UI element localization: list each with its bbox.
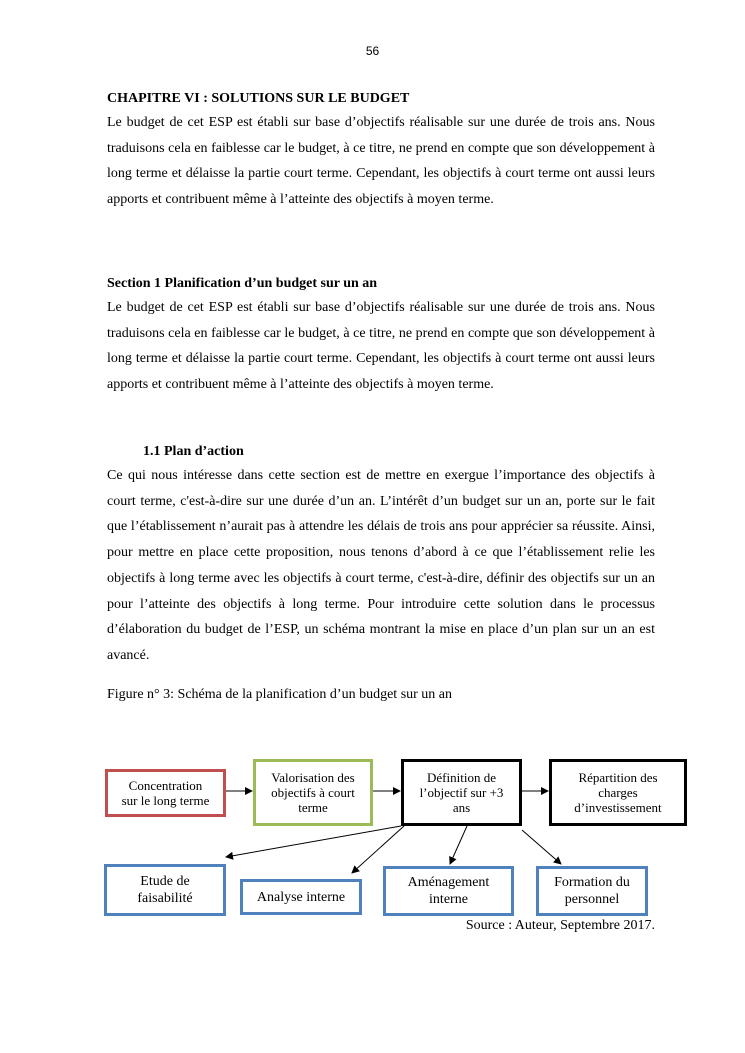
box-valorisation: Valorisation des objectifs à court terme — [253, 759, 373, 826]
box-etude-faisabilite: Etude de faisabilité — [104, 864, 226, 916]
page-number: 56 — [365, 44, 380, 58]
figure-source: Source : Auteur, Septembre 2017. — [465, 918, 655, 933]
section-1-paragraph: Le budget de cet ESP est établi sur base d’objectifs réalisable sur une durée de trois ans. Nous traduisons cela en faiblesse car le budget, à ce titre, ne prend en compte que son développement à long terme et délaisse la partie court terme. Cependant, les objectifs à court terme ont aussi leurs apports et contribuent même à l’atteinte des objectifs à moyen terme. — [107, 300, 655, 393]
box-analyse-interne: Analyse interne — [240, 879, 362, 915]
chapter-title: CHAPITRE VI : SOLUTIONS SUR LE BUDGET — [107, 91, 410, 106]
arrow-definition-to-amenagement — [450, 826, 467, 864]
section-1-title: Section 1 Planification d’un budget sur un an — [107, 276, 378, 291]
subsection-title: 1.1 Plan d’action — [143, 444, 244, 459]
figure-caption: Figure n° 3: Schéma de la planification d’un budget sur un an — [107, 687, 453, 702]
box-definition: Définition de l’objectif sur +3 ans — [401, 759, 522, 826]
box-amenagement-interne: Aménagement interne — [383, 866, 514, 916]
arrow-definition-to-formation — [522, 830, 561, 864]
box-repartition: Répartition des charges d’investissement — [549, 759, 687, 826]
box-formation-personnel: Formation du personnel — [536, 866, 648, 916]
box-concentration: Concentration sur le long terme — [105, 769, 226, 817]
subsection-paragraph: Ce qui nous intéresse dans cette section est de mettre en exergue l’importance des objectifs à court terme, c'est-à-dire sur une durée d’un an. L’intérêt d’un budget sur un an, porte sur le fait que l’établissement n’aurait pas à attendre les délais de trois ans pour apprécier sa réussite. Ainsi, pour mettre en place cette proposition, nous tenons d’abord à ce que l’établissement relie les objectifs à long terme avec les objectifs à court terme, c'est-à-dire, définir des objectifs sur un an pour l’atteinte des objectifs à long terme. Pour introduire cette solution dans le processus d’élaboration du budget de l’ESP, un schéma montrant la mise en place d’un plan sur un an est avancé. — [107, 468, 655, 663]
chapter-intro-paragraph: Le budget de cet ESP est établi sur base d’objectifs réalisable sur une durée de trois ans. Nous traduisons cela en faiblesse car le budget, à ce titre, ne prend en compte que son développement à long terme et délaisse la partie court terme. Cependant, les objectifs à court terme ont aussi leurs apports et contribuent même à l’atteinte des objectifs à moyen terme. — [107, 115, 655, 208]
